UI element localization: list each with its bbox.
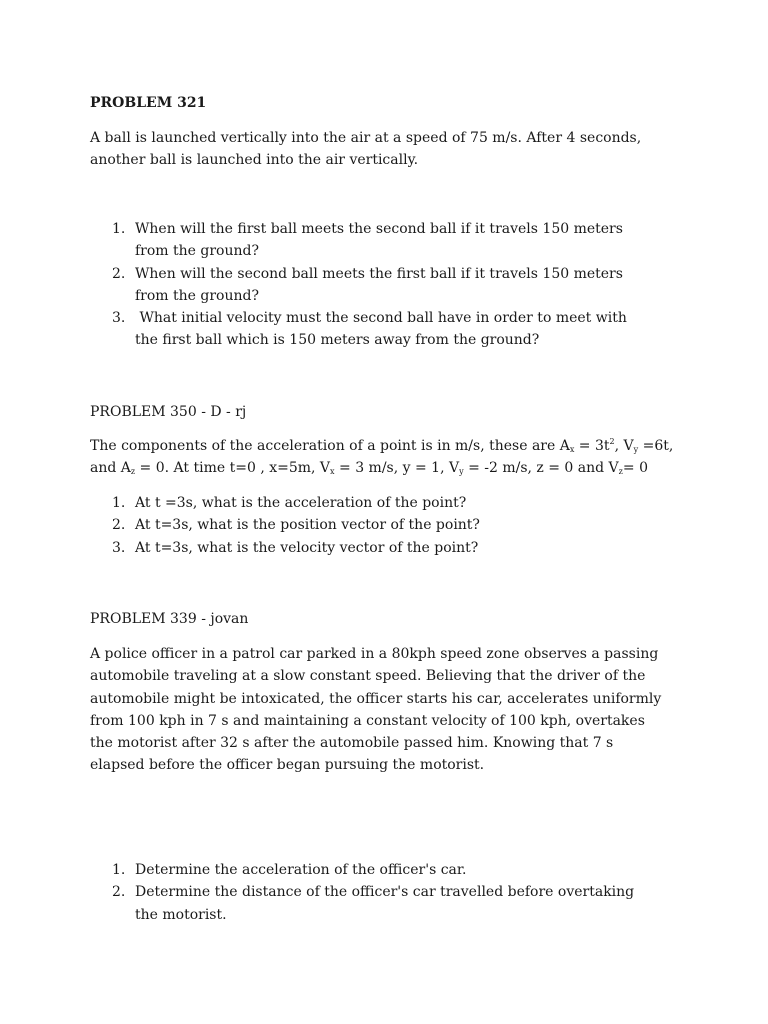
list-number: 2. xyxy=(112,517,126,534)
list-number: 1. xyxy=(112,862,126,878)
question-text: At t=3s, what is the velocity vector of the point? xyxy=(135,539,479,556)
question-text: When will the second ball meets the first ball if it travels 150 meters from the ground? xyxy=(135,265,623,304)
list-number: 2. xyxy=(112,265,126,282)
list-item xyxy=(90,492,650,514)
question-text: At t=3s, what is the position vector of the point? xyxy=(135,517,480,534)
problem-339-questions xyxy=(90,859,650,926)
problem-339-title: PROBLEM 339 - jovan xyxy=(90,611,249,627)
list-item xyxy=(90,307,650,352)
list-number: 2. xyxy=(112,884,126,901)
question-text: At t =3s, what is the acceleration of the point? xyxy=(135,495,467,511)
list-item xyxy=(90,537,650,559)
question-text: When will the first ball meets the second ball if it travels 150 meters from the ground? xyxy=(135,221,623,260)
list-number: 1. xyxy=(112,221,126,237)
list-item xyxy=(90,859,650,881)
list-number: 3. xyxy=(112,539,126,556)
question-text: What initial velocity must the second ball have in order to meet with the first ball which is 150 meters away from the ground? xyxy=(135,310,632,349)
problem-350-questions xyxy=(90,492,650,559)
question-text: Determine the acceleration of the officer's car. xyxy=(135,862,467,878)
problem-339-text: A police officer in a patrol car parked in a 80kph speed zone observes a passing automobile traveling at a slow constant speed. Believing that the driver of the automobile might be intoxicated, the officer starts his car, accelerates uniformly from 100 kph in 7 s and maintaining a constant velocity of 100 kph, overtakes the motorist after 32 s after the automobile passed him. Knowing that 7 s elapsed before the officer began pursuing the motorist. xyxy=(90,646,662,774)
list-item xyxy=(90,263,650,308)
problem-350-text: The components of the acceleration of a point is in m/s, these are $A_x = 3t^2$, $V_y =6t$, and $A_z = 0$. At time t=0 , x=5m, $V_x = 3$ m/s, y = 1, $V_y = -2$ m/s, z = 0 and $V_z= 0$ xyxy=(90,437,674,477)
list-item xyxy=(90,514,650,536)
problem-350-title: PROBLEM 350 - D - rj xyxy=(90,404,247,420)
list-number: 1. xyxy=(112,495,126,511)
problem-321-title: PROBLEM 321 xyxy=(90,95,207,111)
problem-321-questions xyxy=(90,218,650,352)
list-item xyxy=(90,218,650,263)
question-text: Determine the distance of the officer's car travelled before overtaking the motorist. xyxy=(135,884,635,923)
list-number: 3. xyxy=(112,310,126,327)
problem-321-text: A ball is launched vertically into the air at a speed of 75 m/s. After 4 seconds, another ball is launched into the air vertically. xyxy=(90,130,642,169)
list-item xyxy=(90,881,650,926)
